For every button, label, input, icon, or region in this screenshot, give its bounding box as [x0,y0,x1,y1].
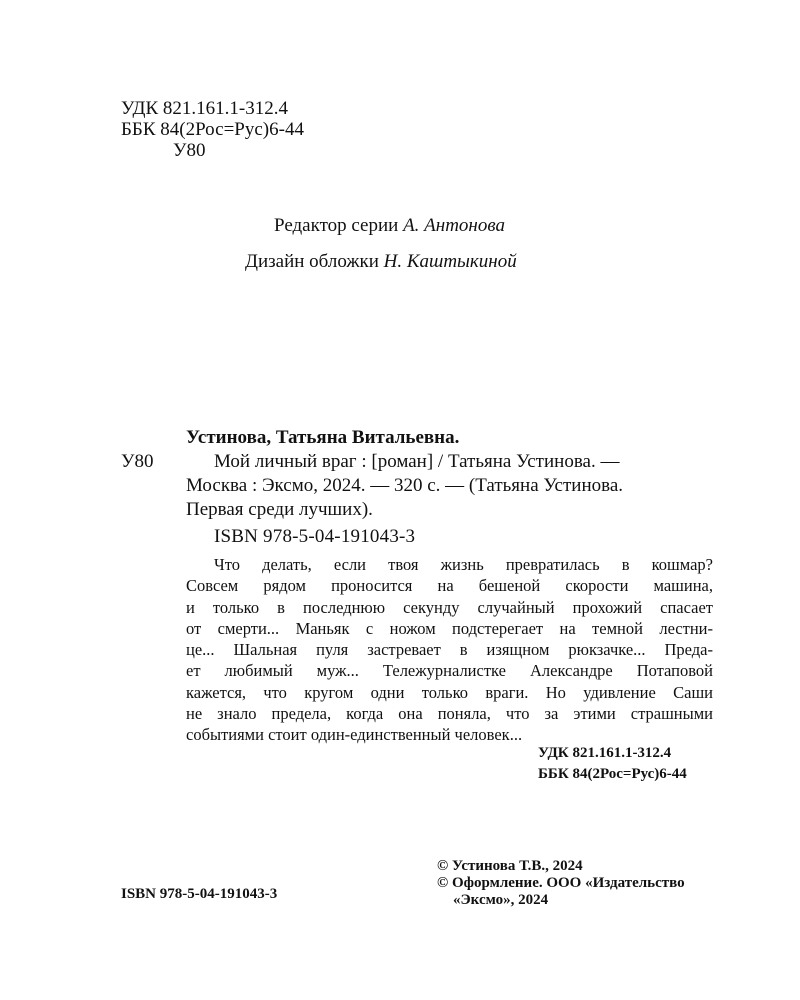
biblio-description [186,450,716,522]
cover-design-line [245,251,517,273]
copyright-design-line2: «Эксмо», 2024 [453,892,549,908]
annotation-line: и только в последнюю секунду случайный прохожий спасает [186,597,713,617]
biblio-line: Москва : Эксмо, 2024. — 320 с. — (Татьяна Устинова. [186,475,624,496]
biblio-line: Мой личный враг : [роман] / Татьяна Устинова. — [214,451,620,472]
series-editor-name: А. Антонова [403,215,505,236]
author-mark: У80 [173,140,206,161]
copyright-design-line1: © Оформление. ООО «Издательство [437,875,685,891]
udk-code: УДК 821.161.1-312.4 [121,98,288,119]
annotation-line: не знало предела, когда она поняла, что за этими страшными [186,704,713,724]
biblio-line: Первая среди лучших). [186,499,373,520]
udk-code-bottom: УДК 821.161.1-312.4 [538,745,672,761]
annotation-line: событиями стоит один-единственный человек... [186,725,523,745]
annotation-line: ет любимый муж... Тележурналистке Александре Потаповой [186,661,713,681]
copyright-block [437,858,685,909]
annotation-line: от смерти... Маньяк с ножом подстерегает на темной лестни- [186,618,713,638]
copyright-author: © Устинова Т.В., 2024 [437,858,583,874]
annotation [186,554,713,746]
classification-bottom [538,743,687,785]
annotation-line: кажется, что кругом одни только враги. Но удивление Саши [186,682,713,702]
series-editor-line [274,215,505,237]
footer-isbn: ISBN 978-5-04-191043-3 [121,886,278,902]
annotation-line: Что делать, если твоя жизнь превратилась в кошмар? [214,555,713,574]
annotation-line: Совсем рядом проносится на бешеной скорости машина, [186,576,713,596]
series-editor-label: Редактор серии [274,215,399,236]
classification-top [121,98,304,161]
author-heading: Устинова, Татьяна Витальевна. [186,427,460,448]
bbk-code-bottom: ББК 84(2Рос=Рус)6-44 [538,766,687,782]
cover-design-label: Дизайн обложки [245,251,379,272]
bbk-code: ББК 84(2Рос=Рус)6-44 [121,119,304,140]
biblio-author-mark: У80 [121,451,154,472]
cover-design-name: Н. Каштыкиной [383,251,517,272]
isbn-record: ISBN 978-5-04-191043-3 [214,526,416,547]
annotation-line: це... Шальная пуля застревает в изящном рюкзачке... Преда- [186,640,713,660]
